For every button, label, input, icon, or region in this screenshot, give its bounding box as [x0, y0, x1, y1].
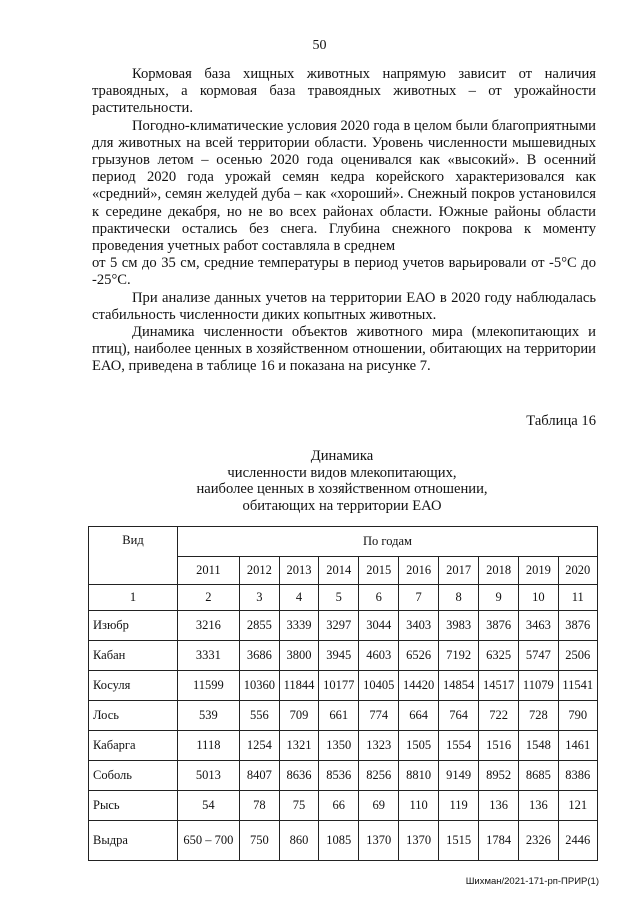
column-number-row: [89, 585, 598, 611]
value-cell: 10360: [239, 671, 279, 701]
year-header: 2014: [319, 557, 359, 585]
value-cell: 3945: [319, 641, 359, 671]
value-cell: 539: [178, 701, 240, 731]
value-cell: 860: [279, 821, 318, 861]
population-table: [88, 526, 598, 861]
year-header: 2016: [399, 557, 439, 585]
table-body: [89, 611, 598, 861]
value-cell: 11844: [279, 671, 318, 701]
value-cell: 1461: [558, 731, 597, 761]
value-cell: 1515: [439, 821, 479, 861]
value-cell: 121: [558, 791, 597, 821]
value-cell: 8636: [279, 761, 318, 791]
table-title-line: обитающих на территории ЕАО: [242, 497, 442, 514]
table-row: [89, 701, 598, 731]
year-header: 2011: [178, 557, 240, 585]
value-cell: 5747: [519, 641, 558, 671]
value-cell: 709: [279, 701, 318, 731]
column-number: 3: [239, 585, 279, 611]
years-header: По годам: [178, 527, 598, 557]
value-cell: 3331: [178, 641, 240, 671]
value-cell: 54: [178, 791, 240, 821]
year-header: 2013: [279, 557, 318, 585]
value-cell: 8810: [399, 761, 439, 791]
value-cell: 1505: [399, 731, 439, 761]
value-cell: 1548: [519, 731, 558, 761]
value-cell: 78: [239, 791, 279, 821]
value-cell: 1254: [239, 731, 279, 761]
value-cell: 3403: [399, 611, 439, 641]
table-row: [89, 611, 598, 641]
table-row: [89, 671, 598, 701]
value-cell: 750: [239, 821, 279, 861]
year-header: 2012: [239, 557, 279, 585]
table-header-row: [89, 527, 598, 557]
value-cell: 1784: [479, 821, 519, 861]
value-cell: 9149: [439, 761, 479, 791]
value-cell: 3876: [479, 611, 519, 641]
body-text: [92, 66, 596, 376]
table-row: [89, 791, 598, 821]
value-cell: 119: [439, 791, 479, 821]
paragraph-feed-base: Кормовая база хищных животных напрямую зависит от наличия травоядных, а кормовая база травоядных животных – от урожайности растительности.: [92, 66, 596, 117]
year-header: 2017: [439, 557, 479, 585]
table-title-line: Динамика: [310, 448, 374, 464]
value-cell: 8536: [319, 761, 359, 791]
value-cell: 6325: [479, 641, 519, 671]
value-cell: 1350: [319, 731, 359, 761]
value-cell: 10177: [319, 671, 359, 701]
paragraph-snow-temps: от 5 см до 35 см, средние температуры в период учетов варьировали от -5°С до -25°С.: [92, 255, 596, 289]
year-header: 2019: [519, 557, 558, 585]
column-number: 6: [359, 585, 399, 611]
value-cell: 2855: [239, 611, 279, 641]
table-row: [89, 821, 598, 861]
value-cell: 11079: [519, 671, 558, 701]
value-cell: 8256: [359, 761, 399, 791]
column-number: 7: [399, 585, 439, 611]
value-cell: 2506: [558, 641, 597, 671]
value-cell: 110: [399, 791, 439, 821]
value-cell: 1323: [359, 731, 399, 761]
value-cell: 14517: [479, 671, 519, 701]
value-cell: 8386: [558, 761, 597, 791]
year-header: 2018: [479, 557, 519, 585]
value-cell: 69: [359, 791, 399, 821]
table-title-line: численности видов млекопитающих,: [227, 464, 457, 481]
value-cell: 8685: [519, 761, 558, 791]
species-cell: Лось: [89, 701, 178, 731]
value-cell: 8407: [239, 761, 279, 791]
value-cell: 3686: [239, 641, 279, 671]
species-cell: Кабарга: [89, 731, 178, 761]
value-cell: 774: [359, 701, 399, 731]
value-cell: 3800: [279, 641, 318, 671]
species-cell: Кабан: [89, 641, 178, 671]
value-cell: 722: [479, 701, 519, 731]
document-code: Шихман/2021-171-рп-ПРИР(1): [465, 876, 599, 887]
value-cell: 3216: [178, 611, 240, 641]
value-cell: 136: [479, 791, 519, 821]
species-cell: Соболь: [89, 761, 178, 791]
value-cell: 1516: [479, 731, 519, 761]
value-cell: 3297: [319, 611, 359, 641]
value-cell: 1370: [359, 821, 399, 861]
value-cell: 650 – 700: [178, 821, 240, 861]
paragraph-climate: Погодно-климатические условия 2020 года в целом были благоприятными для животных на всей территории области. Уровень численности мышевидных грызунов летом – осенью 2020 года оценивался как «высокий». В осенний период 2020 года урожай семян кедра корейского характеризовался как «средний», семян желудей дуба – как «хороший». Снежный покров установился к середине декабря, но не во всех районах области. Южные районы области практически остались без снега. Глубина снежного покрова к моменту проведения учетных работ составляла в среднем: [92, 117, 596, 255]
table-title-line: наиболее ценных в хозяйственном отношении,: [196, 481, 488, 497]
value-cell: 14420: [399, 671, 439, 701]
species-cell: Косуля: [89, 671, 178, 701]
year-header: 2015: [359, 557, 399, 585]
species-cell: Изюбр: [89, 611, 178, 641]
value-cell: 66: [319, 791, 359, 821]
year-header: 2020: [558, 557, 597, 585]
value-cell: 3876: [558, 611, 597, 641]
paragraph-ungulates: При анализе данных учетов на территории ЕАО в 2020 году наблюдалась стабильность численности диких копытных животных.: [92, 289, 596, 323]
species-cell: Рысь: [89, 791, 178, 821]
column-number: 4: [279, 585, 318, 611]
value-cell: 6526: [399, 641, 439, 671]
value-cell: 3339: [279, 611, 318, 641]
column-number: 2: [178, 585, 240, 611]
table-title: [90, 448, 594, 514]
value-cell: 1085: [319, 821, 359, 861]
value-cell: 75: [279, 791, 318, 821]
column-number: 9: [479, 585, 519, 611]
value-cell: 1118: [178, 731, 240, 761]
value-cell: 790: [558, 701, 597, 731]
table-row: [89, 761, 598, 791]
value-cell: 8952: [479, 761, 519, 791]
value-cell: 664: [399, 701, 439, 731]
column-number: 10: [519, 585, 558, 611]
column-number: 8: [439, 585, 479, 611]
value-cell: 5013: [178, 761, 240, 791]
value-cell: 556: [239, 701, 279, 731]
value-cell: 1321: [279, 731, 318, 761]
value-cell: 136: [519, 791, 558, 821]
page-number: 50: [312, 38, 327, 53]
value-cell: 1370: [399, 821, 439, 861]
value-cell: 1554: [439, 731, 479, 761]
value-cell: 728: [519, 701, 558, 731]
value-cell: 14854: [439, 671, 479, 701]
species-cell: Выдра: [89, 821, 178, 861]
value-cell: 3463: [519, 611, 558, 641]
value-cell: 4603: [359, 641, 399, 671]
column-number: 1: [89, 585, 178, 611]
value-cell: 11541: [558, 671, 597, 701]
table-label: Таблица 16: [526, 413, 596, 429]
value-cell: 661: [319, 701, 359, 731]
value-cell: 10405: [359, 671, 399, 701]
species-header: Вид: [89, 527, 178, 585]
value-cell: 2326: [519, 821, 558, 861]
value-cell: 7192: [439, 641, 479, 671]
value-cell: 3983: [439, 611, 479, 641]
paragraph-dynamics: Динамика численности объектов животного мира (млекопитающих и птиц), наиболее ценных в хозяйственном отношении, обитающих на территории ЕАО, приведена в таблице 16 и показана на рисунке 7.: [92, 324, 596, 375]
column-number: 11: [558, 585, 597, 611]
column-number: 5: [319, 585, 359, 611]
value-cell: 3044: [359, 611, 399, 641]
table-row: [89, 641, 598, 671]
value-cell: 11599: [178, 671, 240, 701]
value-cell: 2446: [558, 821, 597, 861]
table-row: [89, 731, 598, 761]
value-cell: 764: [439, 701, 479, 731]
